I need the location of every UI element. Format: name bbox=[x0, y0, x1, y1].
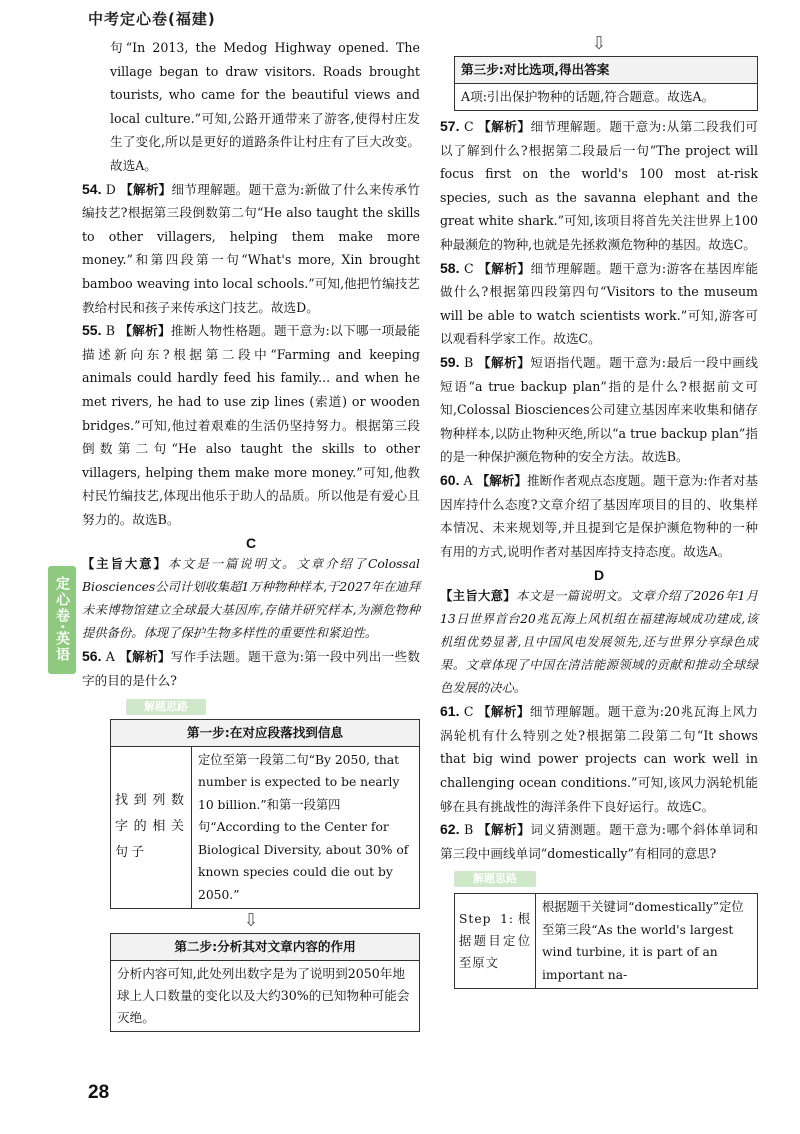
arrow-down-icon: ⇩ bbox=[243, 910, 259, 932]
q55-answer bbox=[82, 319, 420, 531]
q57-tag: 【解析】 bbox=[478, 119, 531, 134]
step3-box bbox=[454, 56, 758, 111]
q62-answer bbox=[440, 818, 758, 865]
arrow-down-icon: ⇩ bbox=[591, 33, 607, 54]
q59-choice: B bbox=[464, 354, 474, 370]
q57-choice: C bbox=[464, 119, 474, 134]
step2-body: 分析内容可知,此处列出数字是为了说明到2050年地球上人口数量的变化以及大约30%的已知物种可能会灭绝。 bbox=[117, 966, 410, 1026]
q62-choice: B bbox=[464, 822, 474, 838]
step2-box bbox=[110, 933, 420, 1032]
q56-choice: A bbox=[105, 649, 115, 665]
theme-c bbox=[82, 553, 420, 645]
q56-tag: 【解析】 bbox=[119, 649, 171, 665]
q55-tag: 【解析】 bbox=[119, 323, 171, 339]
theme-c-text: 本文是一篇说明文。文章介绍了Colossal Biosciences公司计划收集超1万种物种样本,于2027年在迪拜未来博物馆建立全球最大基因库,存储并研究样本,为濒危物种提供备份。体现了保护生物多样性的重要性和紧迫性。 bbox=[82, 557, 420, 641]
q62-explanation: 词义猜测题。题干意为:哪个斜体单词和第三段中画线单词“domestically”有相同的意思? bbox=[440, 822, 759, 861]
q54-choice: D bbox=[105, 181, 116, 197]
q61-tag: 【解析】 bbox=[477, 704, 530, 720]
left-column bbox=[82, 36, 420, 1032]
q60-explanation: 推断作者观点态度题。题干意为:作者对基因库持什么态度?文章介绍了基因库项目的目的、收集样本情况、未来规划等,并且提到它是保护濒危物种的一种有用的方式,说明作者对基因库持支持态度。故选A。 bbox=[440, 472, 758, 559]
q62-tag: 【解析】 bbox=[477, 822, 531, 838]
step-en-left-cell: Step 1:根据题目定位至原文 bbox=[455, 894, 536, 988]
q53-continuation: 句“In 2013, the Medog Highway opened. The village began to draw visitors. Roads brought tourists, who came for the beautiful views and local culture.”可知,公路开通带来了游客,使得村庄发生了变化,所以是更好的道路条件让村庄有了巨大改变。故选A。 bbox=[110, 40, 420, 173]
q61-explanation: 细节理解题。题干意为:20兆瓦海上风力涡轮机有什么特别之处?根据第二段第二句“It shows that big wind power projects can work well in challenging ocean conditions.”可知,该风力涡轮机能够在具有挑战性的海洋条件下良好运行。故选C。 bbox=[440, 704, 758, 814]
step-en-box bbox=[454, 893, 758, 989]
q60-choice: A bbox=[463, 472, 473, 488]
q55-choice: B bbox=[105, 323, 116, 339]
theme-c-tag: 【主旨大意】 bbox=[82, 557, 168, 572]
step3-body: A项:引出保护物种的话题,符合题意。故选A。 bbox=[461, 89, 715, 104]
q55-explanation: 推断人物性格题。题干意为:以下哪一项最能描述新向东?根据第二段中“Farming and keeping animals could hardly feed his family... and when he met rivers, he had to use zip lines (索道) or wooden bridges.”可知,他过着艰难的生活仍坚持努力。根据第三段倒数第二句“He also taught the skills to other villagers, helping them make more money.”可知,他教村民竹编技艺,体现出他乐于助人的品质。所以他是有爱心且努力的。故选B。 bbox=[82, 323, 420, 527]
q56-explanation: 写作手法题。题干意为:第一段中列出一些数字的目的是什么? bbox=[82, 649, 420, 689]
q58-explanation: 细节理解题。题干意为:游客在基因库能做什么?根据第四段第四句“Visitors to the museum will be able to watch scientists work.”可知,游客可以观看科学家工作。故选C。 bbox=[440, 260, 758, 347]
q61-answer bbox=[440, 700, 758, 818]
q59-number: 59. bbox=[440, 353, 460, 370]
step3-title: 第三步:对比选项,得出答案 bbox=[455, 57, 757, 84]
q54-tag: 【解析】 bbox=[120, 181, 172, 197]
think-badge: 解题思路 bbox=[454, 871, 536, 887]
step-en-content bbox=[455, 894, 757, 988]
q60-answer bbox=[440, 469, 758, 563]
q54-explanation: 细节理解题。题干意为:新做了什么来传承竹编技艺?根据第三段倒数第二句“He also taught the skills to other villagers, helping them make more money.”和第四段第一句“What's more, Xin brought bamboo weaving into local schools.”可知,他把竹编技艺教给村民和孩子来传承这门技艺。故选D。 bbox=[82, 181, 420, 315]
q54-number: 54. bbox=[82, 180, 102, 197]
q61-number: 61. bbox=[440, 703, 460, 720]
section-d-heading: D bbox=[593, 567, 605, 584]
running-header: 中考定心卷(福建) bbox=[88, 10, 216, 28]
q58-tag: 【解析】 bbox=[478, 260, 531, 276]
theme-d-text: 本文是一篇说明文。文章介绍了2026年1月13日世界首台20兆瓦海上风机组在福建海域成功建成,该机组优势显著,且中国风电发展领先,还与世界分享绿色成果。文章体现了中国在清洁能源领域的贡献和推动全球绿色发展的决心。 bbox=[440, 589, 758, 696]
q57-answer bbox=[440, 115, 758, 257]
q59-tag: 【解析】 bbox=[477, 354, 531, 370]
q57-explanation: 细节理解题。题干意为:从第二段我们可以了解到什么?根据第二段最后一句“The project will focus first on the world's 100 most at-risk species, such as the savanna elephant and the great white shark.”可知,该项目将首先关注世界上100种最濒危的物种,也就是先拯救濒危物种的基因。故选C。 bbox=[440, 119, 758, 252]
q60-tag: 【解析】 bbox=[476, 472, 527, 488]
q56-number: 56. bbox=[82, 648, 102, 665]
q61-choice: C bbox=[463, 704, 474, 720]
q58-number: 58. bbox=[440, 259, 460, 276]
step1-content bbox=[111, 747, 419, 909]
section-c-heading: C bbox=[245, 535, 257, 552]
q59-answer bbox=[440, 351, 758, 469]
q57-number: 57. bbox=[440, 118, 460, 134]
step1-left-cell: 找到列数字的相关句子 bbox=[111, 747, 192, 909]
theme-d bbox=[440, 585, 758, 700]
q60-number: 60. bbox=[440, 471, 460, 488]
step-en-right-cell: 根据题干关键词“domestically”定位至第三段“As the world's largest wind turbine, it is part of an important na- bbox=[542, 900, 744, 982]
step1-right-cell: 定位至第一段第二句“By 2050, that number is expected to be nearly 10 billion.”和第一段第四句“According to the Center for Biological Diversity, about 30% of known species could die out by 2050.” bbox=[198, 752, 409, 902]
step2-title: 第二步:分析其对文章内容的作用 bbox=[111, 934, 419, 961]
right-column bbox=[440, 33, 759, 989]
q54-answer bbox=[82, 178, 420, 320]
q55-number: 55. bbox=[82, 322, 102, 339]
q58-answer bbox=[440, 257, 758, 351]
step1-title: 第一步:在对应段落找到信息 bbox=[111, 720, 419, 747]
q62-number: 62. bbox=[440, 821, 460, 838]
page-number: 28 bbox=[88, 1082, 110, 1103]
q58-choice: C bbox=[464, 260, 474, 276]
theme-d-tag: 【主旨大意】 bbox=[440, 589, 516, 604]
q59-explanation: 短语指代题。题干意为:最后一段中画线短语“a true backup plan”指的是什么?根据前文可知,Colossal Biosciences公司建立基因库来收集和储存物种样本,以防止物种灭绝,所以“a true backup plan”指的是一种保护濒危物种的安全方法。故选B。 bbox=[440, 354, 759, 465]
step1-box bbox=[110, 719, 420, 910]
think-badge: 解题思路 bbox=[126, 699, 206, 715]
side-tab-label: 定心卷·英语 bbox=[48, 566, 76, 674]
q56-answer bbox=[82, 645, 420, 692]
